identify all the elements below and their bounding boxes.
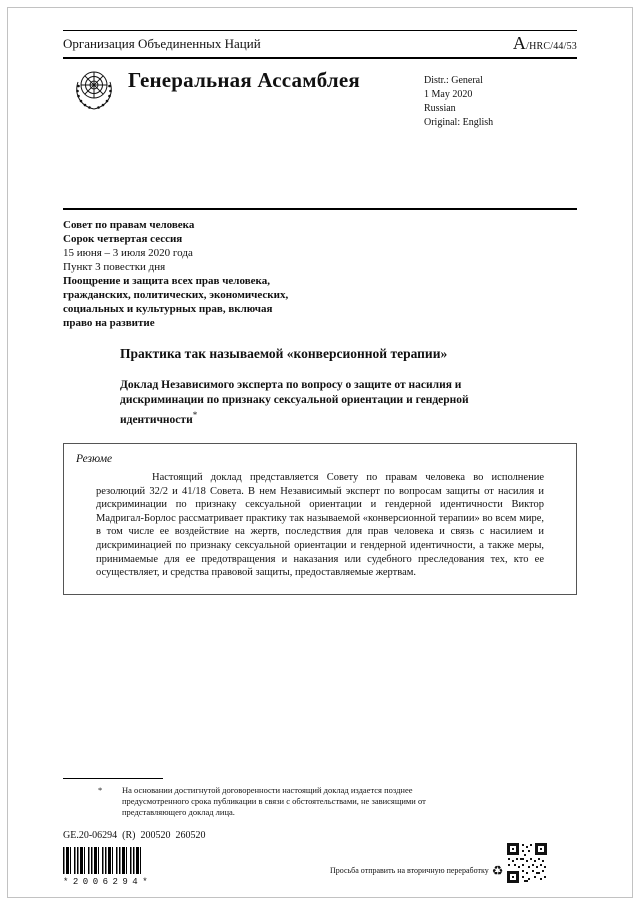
section-rule — [63, 208, 577, 210]
agenda-title: Поощрение и защита всех прав человека, гражданских, политических, экономических, социальных и культурных прав, включая право на развитие — [63, 275, 289, 329]
agenda-item: Пункт 3 повестки дня — [63, 261, 166, 273]
summary-heading: Резюме — [76, 453, 113, 465]
footnote-marker-ref: * — [192, 410, 198, 420]
doc-symbol-suffix: /HRC/44/53 — [526, 41, 577, 52]
doc-symbol-prefix: A — [512, 33, 527, 53]
report-title: Практика так называемой «конверсионной терапии» — [120, 346, 448, 361]
header-top-rule — [63, 30, 577, 31]
session-block — [63, 218, 313, 330]
distr-block — [424, 74, 493, 130]
session-dates: 15 июня – 3 июля 2020 года — [63, 247, 193, 259]
barcode-text: *2006294* — [63, 877, 153, 887]
distr-line: Distr.: General — [424, 75, 483, 86]
report-subtitle: Доклад Независимого эксперта по вопросу о защите от насилия и дискриминации по признаку сексуальной ориентации и гендерной идентичности* — [120, 379, 469, 426]
distr-language: Russian — [424, 103, 456, 114]
summary-box — [63, 443, 577, 595]
session-name: Сорок четвертая сессия — [63, 233, 183, 245]
org-name: Организация Объединенных Наций — [63, 36, 261, 51]
header-bottom-rule — [63, 57, 577, 59]
recycle-line — [330, 864, 503, 877]
un-emblem — [68, 64, 120, 116]
footnote-text: На основании достигнутой договоренности настоящий доклад издается позднее предусмотренного срока публикации в связи с обстоятельствами, не зависящими от представляющего доклад лица. — [122, 785, 426, 817]
qr-code — [506, 842, 548, 884]
recycle-icon: ♻ — [491, 863, 504, 878]
doc-number: GE.20-06294 (R) 200520 260520 — [63, 830, 206, 841]
council-name: Совет по правам человека — [63, 219, 195, 231]
footnote-rule — [63, 778, 163, 779]
distr-date: 1 May 2020 — [424, 89, 473, 100]
masthead-title: Генеральная Ассамблея — [128, 68, 360, 92]
footnote — [98, 785, 462, 818]
recycle-text: Просьба отправить на вторичную переработку — [330, 866, 489, 875]
barcode — [63, 847, 141, 874]
summary-body: Настоящий доклад представляется Совету по правам человека во исполнение резолюций 32/2 и 41/18 Совета. В нем Независимый эксперт по вопросам защиты от насилия и дискриминации по признаку сексуальной ориентации и гендерной идентичности Виктор Мадригал-Борлос рассматривает практику так называемой «конверсионной терапии» во всем мире, в том числе ее воздействие на жертв, последствия для прав человека и связь с насилием и дискриминацией по признаку сексуальной ориентации и гендерной идентичности, а также меры, принимаемые для ее предотвращения и наказания или судебного преследования тех, кто ее осуществляет, и средства правовой защиты, предоставляемые жертвам. — [96, 472, 544, 579]
footnote-marker: * — [98, 785, 103, 795]
doc-symbol — [513, 33, 577, 54]
distr-original: Original: English — [424, 117, 494, 128]
